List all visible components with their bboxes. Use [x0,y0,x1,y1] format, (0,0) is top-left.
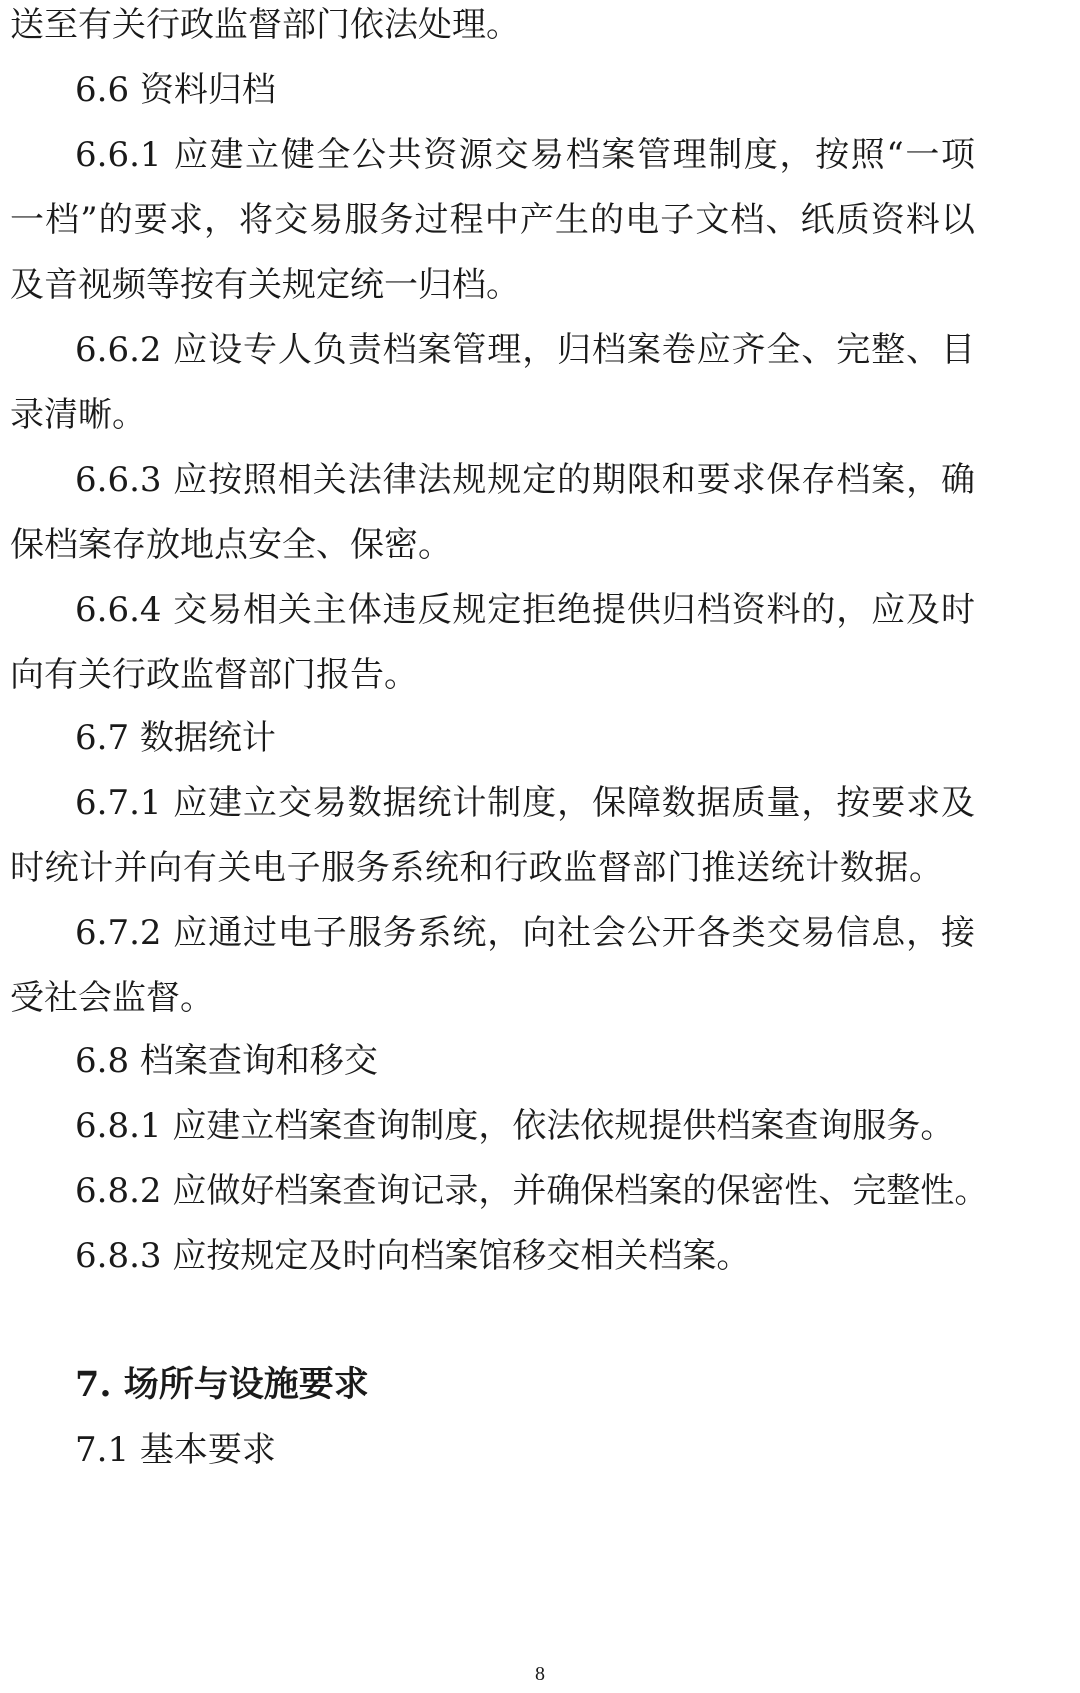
paragraph-6-8-1: 6.8.1 应建立档案查询制度，依法依规提供档案查询服务。 [75,1106,955,1146]
section-heading-7-1: 7.1 基本要求 [75,1430,276,1470]
paragraph-6-7-2-line-1: 6.7.2 应通过电子服务系统，向社会公开各类交易信息，接 [75,913,975,953]
section-heading-6-6: 6.6 资料归档 [75,70,276,110]
paragraph-6-6-2-line-2: 录清晰。 [10,395,146,435]
paragraph-6-6-2-line-1: 6.6.2 应设专人负责档案管理，归档案卷应齐全、完整、目 [75,330,975,370]
section-heading-6-8: 6.8 档案查询和移交 [75,1041,378,1081]
paragraph-6-6-1-line-1: 6.6.1 应建立健全公共资源交易档案管理制度，按照“一项 [75,135,975,175]
paragraph-6-7-1-line-2: 时统计并向有关电子服务系统和行政监督部门推送统计数据。 [10,848,943,888]
paragraph-6-8-3: 6.8.3 应按规定及时向档案馆移交相关档案。 [75,1236,751,1276]
paragraph-6-8-2: 6.8.2 应做好档案查询记录，并确保档案的保密性、完整性。 [75,1171,989,1211]
section-heading-6-7: 6.7 数据统计 [75,718,276,758]
chapter-heading-7: 7. 场所与设施要求 [75,1364,369,1405]
paragraph-6-6-3-line-2: 保档案存放地点安全、保密。 [10,525,452,565]
paragraph-6-6-3-line-1: 6.6.3 应按照相关法律法规规定的期限和要求保存档案，确 [75,460,975,500]
paragraph-6-6-4-line-1: 6.6.4 交易相关主体违反规定拒绝提供归档资料的，应及时 [75,590,975,630]
paragraph-6-6-1-line-2: 一档”的要求，将交易服务过程中产生的电子文档、纸质资料以 [10,200,975,240]
paragraph-6-7-2-line-2: 受社会监督。 [10,978,214,1018]
paragraph-6-6-4-line-2: 向有关行政监督部门报告。 [10,655,418,695]
paragraph-6-7-1-line-1: 6.7.1 应建立交易数据统计制度，保障数据质量，按要求及 [75,783,975,823]
paragraph-6-6-1-line-3: 及音视频等按有关规定统一归档。 [10,265,520,305]
page-number: 8 [535,1663,545,1685]
text-line: 送至有关行政监督部门依法处理。 [10,5,520,45]
